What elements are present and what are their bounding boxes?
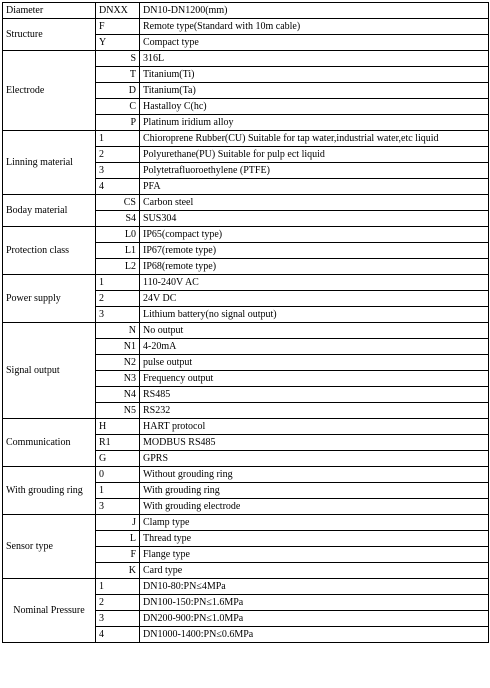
option-code: R1 [96, 435, 140, 451]
option-description: Titanium(Ta) [140, 83, 489, 99]
option-code: N5 [96, 403, 140, 419]
option-description: Platinum iridium alloy [140, 115, 489, 131]
option-code: 3 [96, 163, 140, 179]
option-description: With grouding electrode [140, 499, 489, 515]
option-description: Flange type [140, 547, 489, 563]
option-description: 4-20mA [140, 339, 489, 355]
option-code: 2 [96, 595, 140, 611]
option-description: DN100-150:PN≤1.6MPa [140, 595, 489, 611]
option-code: S4 [96, 211, 140, 227]
option-code: 3 [96, 499, 140, 515]
option-code: L0 [96, 227, 140, 243]
option-description: DN200-900:PN≤1.0MPa [140, 611, 489, 627]
option-description: Compact type [140, 35, 489, 51]
option-description: Carbon steel [140, 195, 489, 211]
table-row [3, 467, 489, 483]
group-label: Protection class [3, 227, 96, 275]
group-label: Sensor type [3, 515, 96, 579]
option-code: 2 [96, 291, 140, 307]
option-description: Polytetrafluoroethylene (PTFE) [140, 163, 489, 179]
spec-table-body [3, 3, 489, 643]
option-description: RS232 [140, 403, 489, 419]
option-description: Titanium(Ti) [140, 67, 489, 83]
option-code: G [96, 451, 140, 467]
option-code: J [96, 515, 140, 531]
option-description: No output [140, 323, 489, 339]
option-description: GPRS [140, 451, 489, 467]
option-code: N3 [96, 371, 140, 387]
spec-table [2, 2, 489, 643]
option-code: 2 [96, 147, 140, 163]
option-description: IP65(compact type) [140, 227, 489, 243]
option-description: IP67(remote type) [140, 243, 489, 259]
group-label: With grouding ring [3, 467, 96, 515]
option-code: T [96, 67, 140, 83]
option-code: 1 [96, 483, 140, 499]
option-code: H [96, 419, 140, 435]
option-code: N4 [96, 387, 140, 403]
option-code: CS [96, 195, 140, 211]
table-row [3, 3, 489, 19]
option-code: F [96, 547, 140, 563]
table-row [3, 51, 489, 67]
group-label: Linning material [3, 131, 96, 195]
table-row [3, 195, 489, 211]
table-row [3, 131, 489, 147]
group-label: Signal output [3, 323, 96, 419]
option-description: DN1000-1400:PN≤0.6MPa [140, 627, 489, 643]
option-code: C [96, 99, 140, 115]
option-code: 1 [96, 131, 140, 147]
group-label: Structure [3, 19, 96, 51]
table-row [3, 227, 489, 243]
option-description: With grouding ring [140, 483, 489, 499]
option-code: K [96, 563, 140, 579]
option-code: 4 [96, 627, 140, 643]
option-code: 1 [96, 275, 140, 291]
option-description: Lithium battery(no signal output) [140, 307, 489, 323]
option-code: D [96, 83, 140, 99]
option-description: Clamp type [140, 515, 489, 531]
option-description: Thread type [140, 531, 489, 547]
option-description: HART protocol [140, 419, 489, 435]
option-code: 3 [96, 307, 140, 323]
group-label: Diameter [3, 3, 96, 19]
option-description: DN10-80:PN≤4MPa [140, 579, 489, 595]
group-label: Boday material [3, 195, 96, 227]
option-code: Y [96, 35, 140, 51]
table-row [3, 19, 489, 35]
option-description: IP68(remote type) [140, 259, 489, 275]
option-description: Card type [140, 563, 489, 579]
option-code: 4 [96, 179, 140, 195]
option-description: Remote type(Standard with 10m cable) [140, 19, 489, 35]
option-code: L2 [96, 259, 140, 275]
option-description: 316L [140, 51, 489, 67]
table-row [3, 419, 489, 435]
table-row [3, 323, 489, 339]
option-code: L1 [96, 243, 140, 259]
option-description: DN10-DN1200(mm) [140, 3, 489, 19]
group-label: Electrode [3, 51, 96, 131]
option-description: Frequency output [140, 371, 489, 387]
option-description: Hastalloy C(hc) [140, 99, 489, 115]
option-code: N2 [96, 355, 140, 371]
option-description: Without grouding ring [140, 467, 489, 483]
option-code: 1 [96, 579, 140, 595]
option-description: RS485 [140, 387, 489, 403]
option-code: P [96, 115, 140, 131]
option-code: N [96, 323, 140, 339]
option-code: F [96, 19, 140, 35]
option-description: Polyurethane(PU) Suitable for pulp ect liquid [140, 147, 489, 163]
option-code: 3 [96, 611, 140, 627]
group-label: Power supply [3, 275, 96, 323]
option-description: 24V DC [140, 291, 489, 307]
option-description: pulse output [140, 355, 489, 371]
option-description: Chioroprene Rubber(CU) Suitable for tap water,industrial water,etc liquid [140, 131, 489, 147]
option-code: DNXX [96, 3, 140, 19]
option-code: 0 [96, 467, 140, 483]
table-row [3, 275, 489, 291]
table-row [3, 579, 489, 595]
option-code: N1 [96, 339, 140, 355]
option-description: PFA [140, 179, 489, 195]
option-description: MODBUS RS485 [140, 435, 489, 451]
table-row [3, 515, 489, 531]
option-description: SUS304 [140, 211, 489, 227]
option-code: S [96, 51, 140, 67]
group-label: Nominal Pressure [3, 579, 96, 643]
group-label: Communication [3, 419, 96, 467]
option-code: L [96, 531, 140, 547]
option-description: 110-240V AC [140, 275, 489, 291]
